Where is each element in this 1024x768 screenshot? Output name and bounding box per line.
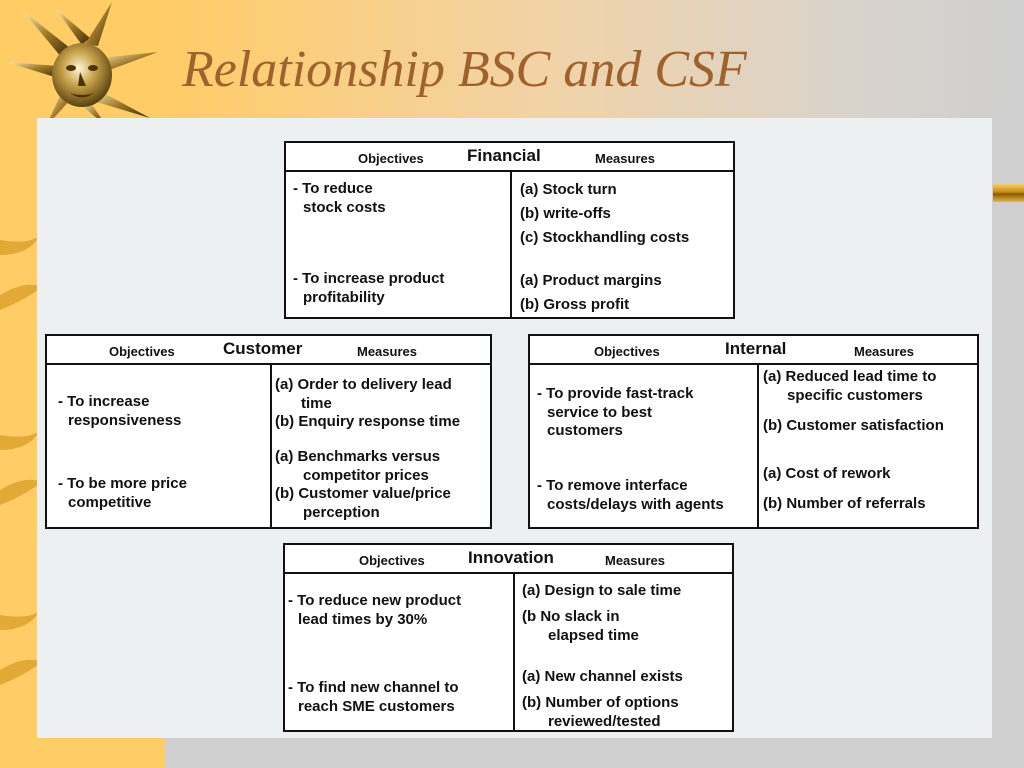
column-divider: [270, 363, 272, 527]
column-divider: [757, 363, 759, 527]
customer-header: [47, 336, 490, 365]
innovation-objective-2: - To find new channel to reach SME customers: [288, 679, 459, 715]
innovation-measures-2b: (b) Number of options reviewed/tested: [522, 694, 679, 730]
innovation-measures-1: (a) Design to sale time: [522, 582, 682, 599]
innovation-table: [283, 543, 734, 732]
internal-objective-1: - To provide fast-track service to best customers: [537, 385, 694, 439]
internal-measures-2b: (b) Number of referrals: [763, 495, 926, 512]
innovation-objective-1: - To reduce new product lead times by 30%: [288, 592, 462, 628]
internal-title: Internal: [725, 339, 787, 358]
customer-objective-1: - To increase responsiveness: [58, 393, 182, 429]
financial-title: Financial: [467, 146, 541, 165]
financial-header: [286, 143, 733, 172]
internal-objective-2: - To remove interface costs/delays with agents: [537, 477, 724, 513]
internal-header: [530, 336, 977, 365]
objectives-label: Objectives: [594, 344, 660, 359]
financial-measures-1: (a) Stock turn (b) write-offs (c) Stockhandling costs: [520, 181, 690, 246]
internal-measures-2: (a) Cost of rework: [763, 465, 891, 482]
innovation-measures-2: (a) New channel exists: [522, 668, 683, 685]
customer-objective-2: - To be more price competitive: [58, 475, 187, 511]
innovation-header: [285, 545, 732, 574]
financial-table: [284, 141, 735, 319]
internal-measures-1b: (b) Customer satisfaction: [763, 417, 944, 434]
financial-objective-1: - To reduce stock costs: [293, 180, 386, 216]
financial-measures-2: (a) Product margins (b) Gross profit: [520, 272, 662, 313]
customer-measures-1: (a) Order to delivery lead time (b) Enquiry response time: [275, 376, 461, 430]
customer-title: Customer: [223, 339, 303, 358]
objectives-label: Objectives: [109, 344, 175, 359]
internal-measures-1: (a) Reduced lead time to specific customers: [763, 368, 937, 404]
slide-title: Relationship BSC and CSF: [182, 41, 747, 98]
sun-face-icon: [0, 0, 165, 130]
gold-bar-ornament: [993, 184, 1024, 202]
internal-table: [528, 334, 979, 529]
customer-table: [45, 334, 492, 529]
column-divider: [510, 170, 512, 317]
measures-label: Measures: [357, 344, 417, 359]
customer-measures-2: (a) Benchmarks versus competitor prices (b) Customer value/price perception: [275, 448, 451, 521]
objectives-label: Objectives: [358, 151, 424, 166]
measures-label: Measures: [854, 344, 914, 359]
column-divider: [513, 572, 515, 730]
objectives-label: Objectives: [359, 553, 425, 568]
innovation-measures-1b: (b No slack in elapsed time: [522, 608, 639, 644]
innovation-title: Innovation: [468, 548, 554, 567]
measures-label: Measures: [595, 151, 655, 166]
financial-objective-2: - To increase product profitability: [293, 270, 445, 306]
measures-label: Measures: [605, 553, 665, 568]
